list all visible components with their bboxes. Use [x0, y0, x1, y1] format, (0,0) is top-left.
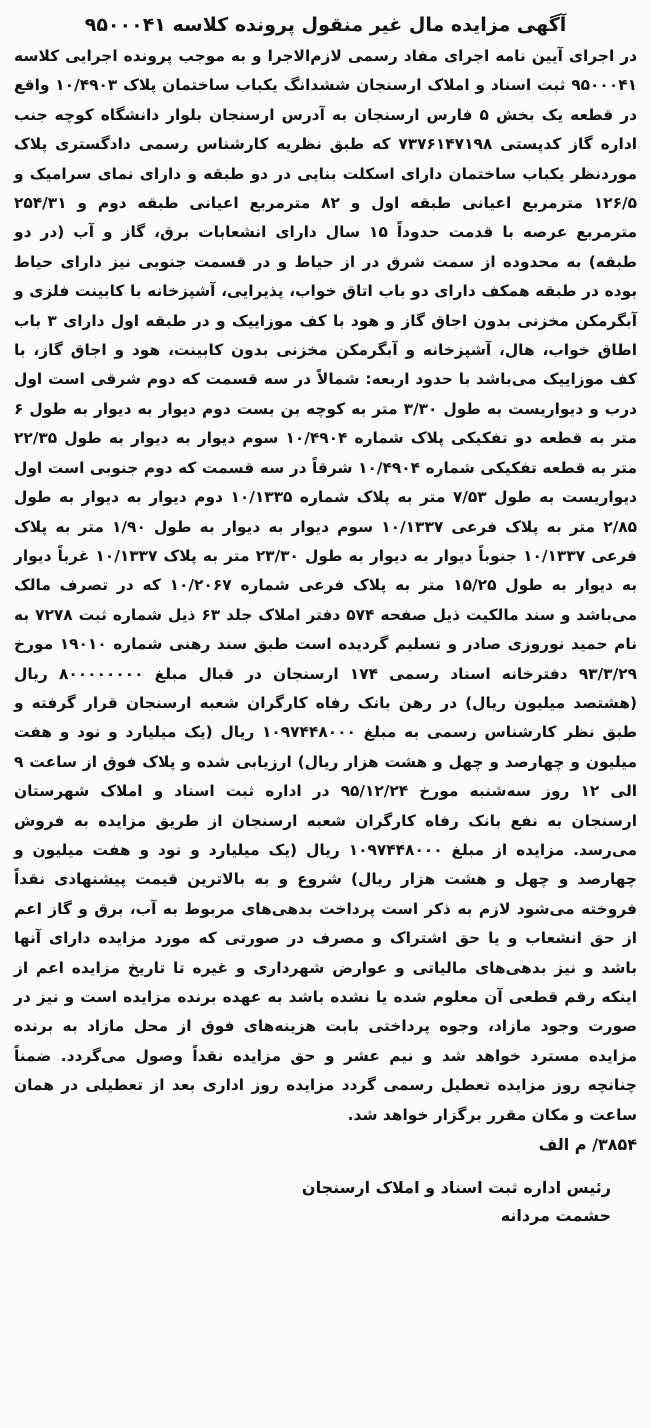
notice-body: در اجرای آیین نامه اجرای مفاد رسمی لازم‌الاجرا و به موجب پرونده اجرایی کلاسه ۹۵۰۰۰۴۱ ثبت اسناد و املاک ارسنجان ششدانگ یکباب ساختمان پلاک ۱۰/۴۹۰۳ واقع در قطعه یک بخش ۵ فارس ارسنجان به آدرس ارسنجان بلوار دانشگاه کوچه جنب اداره گاز کدپستی ۷۳۷۶۱۴۷۱۹۸ که طبق نظریه کارشناس رسمی دادگستری پلاک موردنظر یکباب ساختمان دارای اسکلت بنایی در دو طبقه و دارای نمای سرامیک و ۱۲۶/۵ مترمربع اعیانی طبقه اول و ۸۲ مترمربع اعیانی طبقه دوم و ۲۵۴/۳۱ مترمربع عرصه با قدمت حدوداً ۱۵ سال دارای انشعابات برق، گاز و آب (در دو طبقه) به محدوده از سمت شرق در از حیاط و در قسمت جنوبی نیز دارای حیاط بوده در طبقه همکف دارای دو باب اتاق خواب، پذیرایی، آشپزخانه با کابینت فلزی و آبگرمکن مخزنی بدون اجاق گاز و هود با کف موزاییک و در طبقه اول دارای ۳ باب اطاق خواب، هال، آشپزخانه و آبگرمکن مخزنی بدون کابینت، هود و اجاق گاز، با کف موزاییک می‌باشد با حدود اربعه: شمالاً در سه قسمت که دوم شرقی است اول درب و دیواریست به طول ۳/۳۰ متر به کوچه بن بست دوم دیوار به دیوار به طول ۶ متر به قطعه دو تفکیکی پلاک شماره ۱۰/۴۹۰۴ سوم دیوار به دیوار به طول ۲۲/۳۵ متر به قطعه تفکیکی شماره ۱۰/۴۹۰۴ شرقاً در سه قسمت که دوم جنوبی است اول دیواریست به طول ۷/۵۳ متر به پلاک شماره ۱۰/۱۳۳۵ دوم دیوار به دیوار به طول ۲/۸۵ متر به پلاک فرعی ۱۰/۱۳۳۷ سوم دیوار به دیوار به طول ۱/۹۰ متر به پلاک فرعی ۱۰/۱۳۳۷ جنوباً دیوار به دیوار به طول ۲۳/۳۰ متر به پلاک ۱۰/۱۳۳۷ غرباً دیوار به دیوار به طول ۱۵/۲۵ متر به پلاک فرعی شماره ۱۰/۲۰۶۷ که در تصرف مالک می‌باشد و سند مالکیت ذیل صفحه ۵۷۴ دفتر املاک جلد ۶۳ ذیل شماره ثبت ۷۲۷۸ به نام حمید نوروزی صادر و تسلیم گردیده است طبق سند رهنی شماره ۱۹۰۱۰ مورخ ۹۳/۳/۲۹ دفترخانه اسناد رسمی ۱۷۴ ارسنجان در قبال مبلغ ۸۰۰۰۰۰۰۰۰ ریال (هشتصد میلیون ریال) در رهن بانک رفاه کارگران شعبه ارسنجان قرار گرفته و طبق نظر کارشناس رسمی به مبلغ ۱۰۹۷۴۴۸۰۰۰ ریال (یک میلیارد و نود و هفت میلیون و چهارصد و چهل و هشت هزار ریال) ارزیابی شده و پلاک فوق از ساعت ۹ الی ۱۲ روز سه‌شنبه مورخ ۹۵/۱۲/۲۴ در اداره ثبت اسناد و املاک شهرستان ارسنجان به نفع بانک رفاه کارگران شعبه ارسنجان از طریق مزایده به فروش می‌رسد. مزایده از مبلغ ۱۰۹۷۴۴۸۰۰۰ ریال (یک میلیارد و نود و هفت میلیون و چهارصد و چهل و هشت هزار ریال) شروع و به بالاترین قیمت پیشنهادی نقداً فروخته می‌شود لازم به ذکر است پرداخت بدهی‌های مربوط به آب، برق و گاز اعم از حق انشعاب و یا حق اشتراک و مصرف در صورتی که مورد مزایده دارای آنها باشد و نیز بدهی‌های مالیاتی و عوارض شهرداری و غیره تا تاریخ مزایده اعم از اینکه رقم قطعی آن معلوم شده یا نشده باشد به عهده برنده مزایده است و نیز در صورت وجود مازاد، وجوه پرداختی بابت هزینه‌های فوق از محل مازاد به برنده مزایده مسترد خواهد شد و نیم عشر و حق مزایده نقداً وصول می‌گردد. ضمناً چنانچه روز مزایده تعطیل رسمی گردد مزایده روز اداری بعد از تعطیلی در همان ساعت و مکان مقرر برگزار خواهد شد.: [14, 47, 638, 1124]
notice-reference-number: ۳۸۵۴/ م الف: [538, 1135, 637, 1155]
signatory-position: رئیس اداره ثبت اسناد و املاک ارسنجان: [301, 1178, 611, 1198]
notice-title: آگهی مزایده مال غیر منقول پرونده کلاسه ۹۵۰۰۰۴۱: [84, 14, 567, 36]
signatory-name: حشمت مردانه: [500, 1206, 611, 1226]
